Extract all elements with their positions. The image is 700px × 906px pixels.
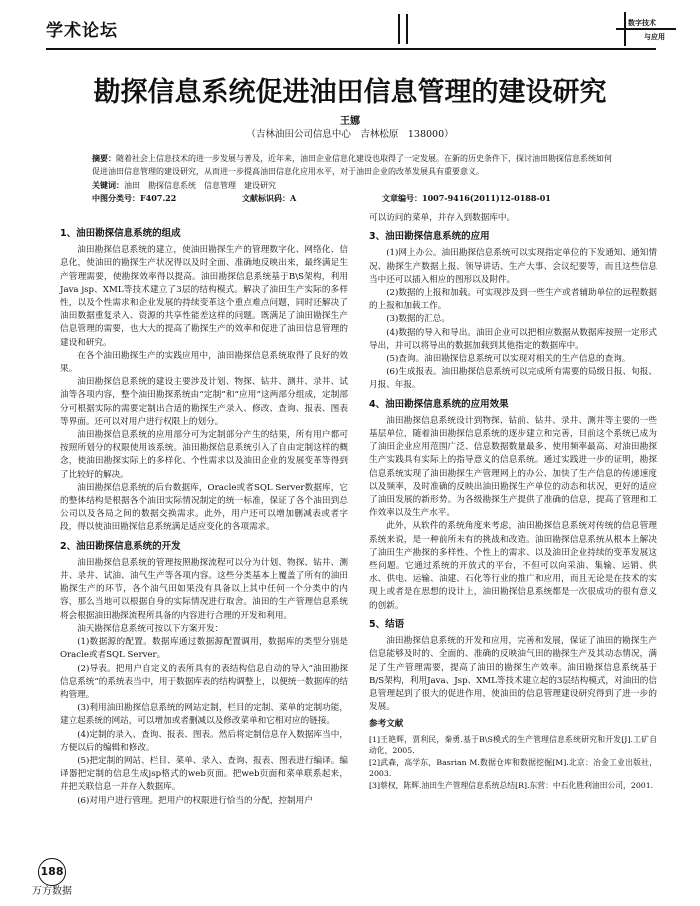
reference: [3]蔡权，陈辉.油田生产管理信息系统总结[R].东营：中石化胜利油田公司，2001.: [369, 780, 654, 790]
paragraph: 油田勘探信息系统的应用部分可为定制部分产生的结果，所有用户都可按照所划分的权限使用该系统。油田勘探信息系统引入了自由定制这样的概念，使油田勘探实际上的多样化、个性需求以及油田企业的发展变革等得到了比较好的解决。: [60, 430, 348, 480]
section-heading: 5、结语: [369, 618, 405, 630]
section-heading: 2、油田勘探信息系统的开发: [60, 540, 181, 552]
left-column: [60, 222, 348, 808]
paragraph: (5)把定制的网站、栏目、菜单、录入、查询、报表、图表进行编译。编译器把定制的信息生成jsp格式的web页面。把web页面和菜单联系起来，并把关联信息一并存入数据库。: [60, 755, 348, 793]
keywords-label: 关键词：: [92, 180, 124, 190]
paragraph: (4)数据的导入和导出。油田企业可以把相应数据从数据库按照一定形式导出，并可以将导出的数据加载到其他指定的数据库中。: [369, 327, 657, 351]
paragraph: (6)生成报表。油田勘探信息系统可以完成所有需要的局级日报、旬报、月报、年报。: [369, 367, 657, 391]
paragraph: 油田勘探信息系统的后台数据库，Oracle或者SQL Server数据库，它的整体结构是根据各个油田实际情况制定的统一标准，保证了各个油田到总公司以及各局之间的数据交换需求。此外，用户还可以增加删减表或者字段，得以使油田勘探信息系统满足适应变化的各项需求。: [60, 482, 348, 533]
paragraph: (3)数据的汇总。: [386, 314, 450, 325]
article-title: 勘探信息系统促进油田信息管理的建设研究: [93, 77, 607, 108]
article-number: 文章编号：1007-9416(2011)12-0188-01: [382, 193, 551, 203]
header-rule: [46, 48, 656, 50]
paragraph: (2)导表。把用户自定义的表所具有的表结构信息自动的导入“油田勘探信息系统”的系统表当中，用于数据库表的结构调整上，以便统一数据库的结构管理。: [60, 663, 348, 700]
paragraph: 在各个油田勘探生产的实践应用中，油田勘探信息系统取得了良好的效果。: [60, 350, 348, 375]
affiliation: （吉林油田公司信息中心 吉林松原 138000）: [246, 129, 454, 140]
reference: [1]王艳辉，贾利民，秦勇.基于B\S模式的生产管理信息系统研究和开发[J].工矿自动化，2005.: [369, 734, 657, 756]
abstract: [92, 152, 612, 178]
paragraph: 可以访问的菜单，并存入到数据库中。: [369, 213, 516, 223]
paragraph: (5)查询。油田勘探信息系统可以实现对相关的生产信息的查询。: [386, 354, 631, 365]
classification: [92, 193, 612, 204]
reference: [2]武森，高学东，Basrian M.数据仓库和数据挖掘[M].北京：冶金工业出版社，2003.: [369, 757, 657, 779]
logo-line2: 与应用: [644, 32, 665, 41]
paragraph: 此外，从软件的系统角度来考虑，油田勘探信息系统对传统的信息管理系统来说，是一种前所未有的挑战和改造。油田勘探信息系统从根本上解决了油田生产勘探的多样性、个性上的需求、以及油田企业持续的变革发展这些问题。它通过系统的开放式的平台，不但可以向采油、集输、运销、供水、供电、运输、油建、石化等行业的推广和应用，而且无论是在技术的实现上或者是在思想的设计上，油田勘探信息系统都是一次很成功的很有意义的创新。: [369, 521, 657, 611]
header-divider: [406, 14, 408, 44]
column-name: 学术论坛: [46, 21, 118, 41]
header-divider: [398, 14, 400, 44]
watermark: 万方数据: [32, 886, 72, 897]
references-heading: 参考文献: [369, 719, 404, 730]
paragraph: (1)网上办公。油田勘探信息系统可以实现指定单位的下发通知、通知情况、勘探生产数据上报、领导讲话、生产大事、会议纪要等，而且这些信息当中还可以插入相应的图形以及附件。: [369, 248, 657, 285]
paragraph: 油田勘探信息系统设计到物探、钻前、钻井、录井、测井等主要的一些基层单位，随着油田勘探信息系统的逐步建立和完善，目前这个系统已成为了油田企业应用范围广泛、信息数据数量最多、使用频率最高、对油田勘探生产实践具有实际上的指导意义的信息系统。通过实践进一步的证明，勘探信息系统实现了油田勘探生产管理网上的办公、加快了生产信息的传递速度以及频率，及时准确的反映出油田勘探生产单位的动态和状况，更好的适应了油田发展的新形势。为各级勘探生产提供了准确的信息，提高了管理和工作效率以及生产水平。: [369, 415, 657, 519]
abstract-label: 摘要：: [92, 154, 116, 163]
section-heading: 3、油田勘探信息系统的应用: [369, 231, 490, 243]
paragraph: 油田勘探信息系统的建立，使油田勘探生产的管理数字化、网络化、信息化，使油田的勘探生产状况得以及时全面、准确地反映出来，最终满足生产管理需要，使勘探效率得以提高。油田勘探信息系统基于B\S架构，利用Java jsp、XML等技术建立了3层的结构模式。解决了油田生产实际的多样性，以及个性需求和企业发展的持续变革这个重点难点问题，同时还解决了油田数据重复录入、资源的共享性能差这样的问题。既满足了油田勘探生产信息管理的需要，也大大的提高了勘探生产的效率和促进了油田信息管理的建设和研究。: [60, 245, 348, 348]
section-heading: 1、油田勘探信息系统的组成: [60, 228, 181, 239]
paragraph: 油田勘探信息系统的建设主要涉及计划、物探、钻井、测井、录井、试油等各项内容，整个油田勘探系统由“定制”和“应用”这两部分组成，定制部分可根据实际的需要定制出合适的勘探生产录入、修改、查询、报表、图表等界面。还可以对用户进行权限上的划分。: [60, 377, 348, 427]
paragraph: (2)数据的上报和加载。可实现涉及到一些生产或者辅助单位的远程数据的上报和加载工作。: [369, 288, 657, 312]
paragraph: (4)定制的录入、查询、报表、图表。然后将定制信息存入数据库当中，方便以后的编辑和修改。: [60, 729, 348, 753]
journal-header: [46, 10, 665, 48]
doc-code: 文献标识码：A: [242, 193, 297, 203]
right-column: [369, 212, 657, 791]
paragraph: (3)利用油田勘探信息系统的网站定制，栏目的定制、菜单的定制功能，建立起系统的网站，可以增加或者删减以及修改菜单和它相对应的链接。: [60, 703, 348, 727]
keywords-text: 油田 勘探信息系统 信息管理 建设研究: [124, 181, 276, 190]
paragraph: (1)数据源的配置。数据库通过数据源配置调用，数据库的类型分别是Oracle或者SQL Server。: [60, 637, 348, 661]
keywords: [92, 180, 276, 191]
paragraph: (6)对用户进行管理。把用户的权限进行恰当的分配，控制用户: [77, 795, 313, 806]
section-heading: 4、油田勘探信息系统的应用效果: [369, 398, 509, 410]
abstract-text: 随着社会上信息技术的进一步发展与普及，近年来，油田企业信息化建设也取得了一定发展。在新的历史条件下，探讨油田勘探信息系统如何促进油田信息管理的建设研究，从而进一步提高油田信息化应用水平，对于油田企业的改革发展具有重要意义。: [92, 154, 612, 176]
paragraph: 油田勘探信息系统的开发和应用，完善和发展，保证了油田的勘探生产信息能够及时的、全面的、准确的反映油气田的勘探生产及其动态情况，满足了生产管理需要，提高了油田的勘探生产效率。油田勘探信息系统基于B/S架构，利用Java、Jsp、XML等技术建立起的3层结构模式，对油田的信息管理起到了很大的促进作用，使油田的信息管理建设研究得到了进一步的发展。: [369, 636, 657, 713]
logo-line1: 数字技术: [628, 18, 656, 27]
paragraph: 油天勘探信息系统可按以下方案开发：: [77, 623, 224, 634]
journal-logo: [614, 10, 694, 48]
page-number: 188: [38, 858, 66, 886]
paragraph: 油田勘探信息系统的管理按照勘探流程可以分为计划、物探、钻井、测井、录井、试油、油气生产等各项内容。这些分类基本上覆盖了所有的油田勘探生产的环节，各个油气田如果没有具备以上其中任何一个分类中的内容，那么当地可以根据自身的实际情况进行取舍。油田的生产管理信息系统将会根据油田勘探流程所具备的内容进行合理的开发和利用。: [60, 557, 348, 621]
clc-number: 中图分类号：F407.22: [92, 193, 177, 203]
author: 王娜: [340, 116, 360, 127]
